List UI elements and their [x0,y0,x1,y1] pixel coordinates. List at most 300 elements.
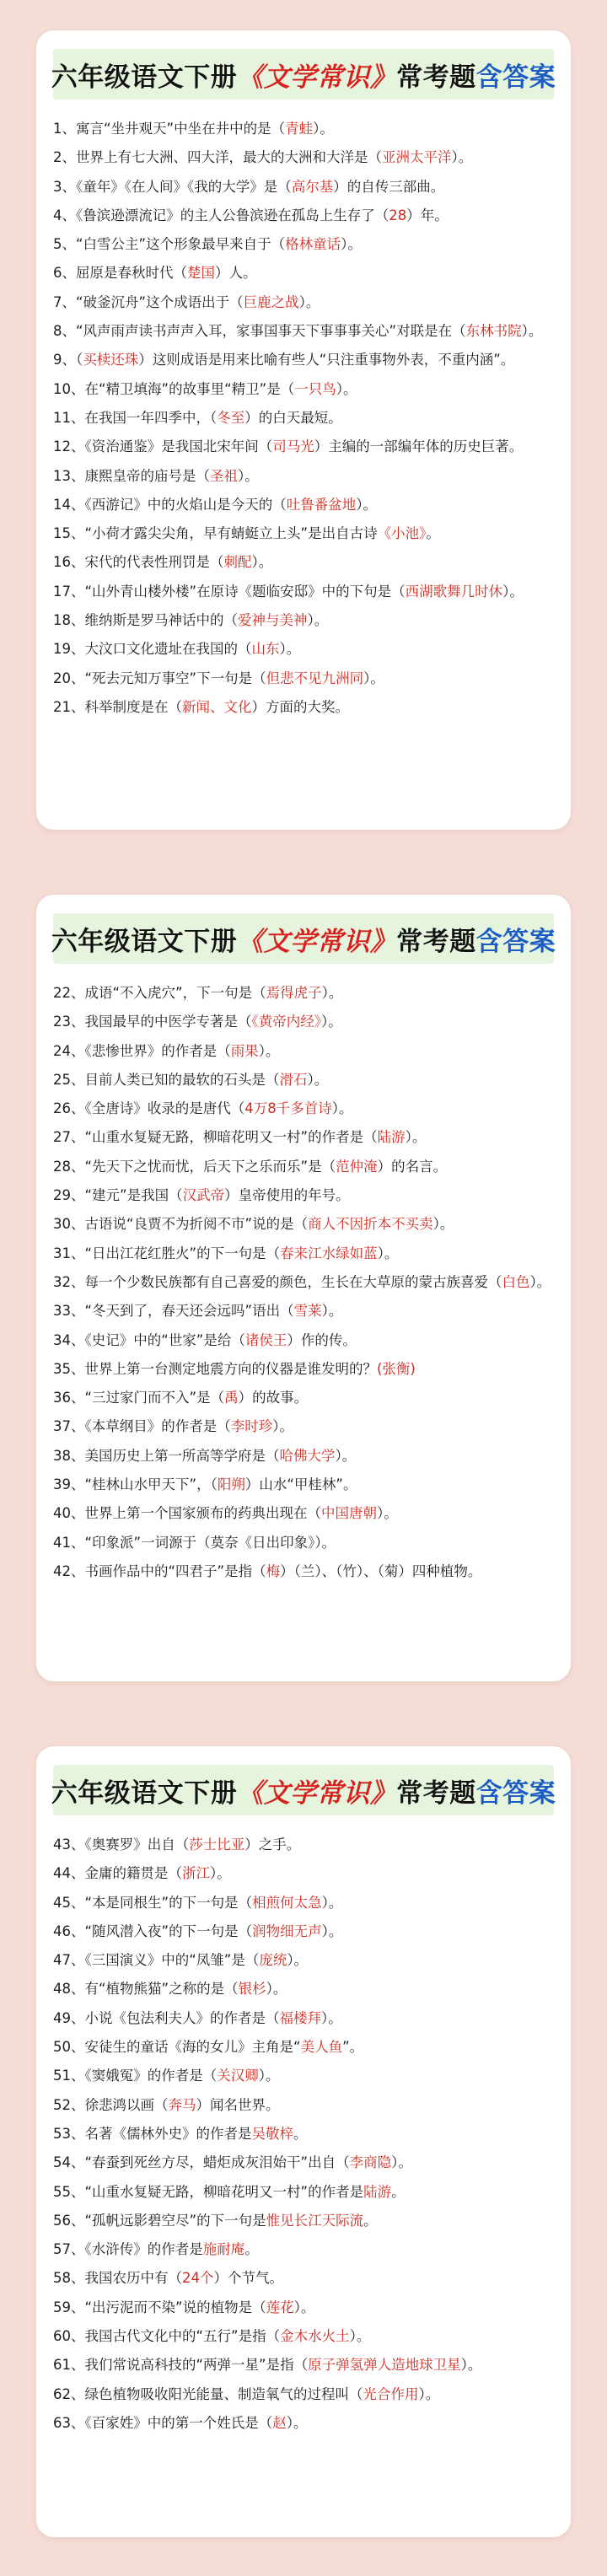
section-title [53,1765,554,1815]
question-number: 14、 [53,496,85,513]
answer-text: 雪莱 [293,1303,322,1320]
answer-text: 梅 [266,1562,281,1579]
answer-text: 雨果 [230,1042,259,1059]
question-item [53,1153,554,1181]
question-text: ）。 [451,149,473,166]
question-text: ）。 [321,2009,342,2026]
question-text: ）。 [272,1418,293,1435]
question-text: “破釜沉舟”这个成语出于（ [76,293,244,310]
question-text: ）。 [391,2154,412,2171]
question-item [53,2264,554,2293]
question-text: 《悲惨世界》的作者是（ [84,1042,231,1059]
question-number: 2、 [53,149,76,166]
question-number: 24、 [53,1042,85,1059]
question-number: 54、 [53,2154,85,2171]
answer-text: 司马光 [272,438,314,455]
question-item [53,1499,554,1528]
question-text: 屈原是春秋时代（ [76,265,187,282]
question-number: 62、 [53,2385,85,2402]
answer-text: 春来江水绿如蓝 [280,1245,378,1261]
question-number: 31、 [53,1245,85,1261]
question-text: ）皇帝使用的年号。 [224,1187,350,1204]
question-text: 。 [293,2125,308,2142]
question-item [53,578,554,606]
question-text: ）。 [336,380,357,397]
answer-text: (张衡) [377,1360,416,1377]
question-text: ）。 [307,1071,329,1088]
question-item [53,1094,554,1123]
question-text: “死去元知万事空”下一句是（ [84,670,266,686]
answer-text: 哈佛大学 [279,1447,336,1464]
question-text: ）。 [432,1216,454,1233]
question-number: 51、 [53,2068,85,2084]
question-item [53,548,554,577]
answer-text: 亚洲太平洋 [382,149,452,166]
question-text: 书画作品中的“四君子”是指（ [84,1562,266,1579]
question-item [53,143,554,172]
question-text: ）。 [210,1865,231,1882]
question-item [53,519,554,548]
question-text: ）方面的大奖。 [251,698,349,715]
answer-text: 24个 [182,2270,214,2287]
title-part: 常考题 [396,62,476,93]
question-text: ）。 [377,1245,399,1261]
question-number: 30、 [53,1216,85,1233]
question-item [53,1557,554,1586]
question-text: ）。 [521,323,543,340]
question-text: 。 [363,2212,378,2229]
question-item [53,2033,554,2062]
question-text: 安徒生的童话《海的女儿》主角是“ [84,2039,301,2056]
answer-text: 关汉卿 [217,2068,259,2084]
question-item [53,1471,554,1499]
question-text: 世界上有七大洲、四大洋，最大的大洲和大洋是（ [76,149,382,166]
question-number: 57、 [53,2241,85,2258]
title-part: 常考题 [396,1777,476,1809]
question-text: 《史记》中的“世家”是给（ [84,1331,245,1348]
answer-text: 刺配 [223,554,252,571]
question-text: “山重水复疑无路，柳暗花明又一村”的作者是 [84,2183,364,2200]
question-text: ）。 [405,1129,427,1146]
question-item [53,433,554,461]
question-text: ）。 [356,496,377,513]
question-item [53,1240,554,1268]
answer-text: 润物细无声 [252,1923,322,1939]
question-number: 23、 [53,1014,85,1030]
question-item [53,2409,554,2438]
question-text: ）人。 [215,265,257,282]
question-number: 59、 [53,2299,85,2315]
question-number: 48、 [53,1981,85,1998]
question-number: 49、 [53,2009,85,2026]
question-text: 有“植物熊猫”之称的是（ [84,1981,239,1998]
question-text: “日出江花红胜火”的下一句是（ [84,1245,281,1261]
answer-text: 李时珍 [230,1418,273,1435]
question-item [53,664,554,693]
question-number: 13、 [53,467,85,484]
question-item [53,375,554,404]
question-item [53,1326,554,1355]
answer-text: 惟见长江天际流 [266,2212,364,2229]
question-text: “本是同根生”的下一句是（ [84,1894,253,1911]
question-text: 在我国一年四季中，（ [84,409,218,426]
question-text: 。 [244,2241,259,2258]
question-text: 科举制度是在（ [84,698,182,715]
question-text: “山外青山楼外楼”在原诗《题临安邸》中的下句是（ [84,583,406,600]
question-text: 宋代的代表性刑罚是（ [84,554,224,571]
question-number: 16、 [53,554,85,571]
question-text: ）闻名世界。 [196,2096,280,2113]
question-number: 56、 [53,2212,85,2229]
question-item [53,1210,554,1239]
question-item [53,2235,554,2264]
title-answer-note: 含答案 [475,926,556,957]
question-text: 《鲁滨逊漂流记》的主人公鲁滨逊在孤岛上生存了（ [76,207,389,223]
answer-text: 汉武帝 [182,1187,225,1204]
question-text: ）。 [349,2328,371,2345]
question-text: 《童年》《在人间》《我的大学》是（ [76,178,292,195]
question-item [53,979,554,1008]
question-number: 12、 [53,438,85,455]
question-text: ）。 [258,1042,280,1059]
answer-text: 一只鸟 [294,380,336,397]
question-list [53,115,554,722]
question-item [53,288,554,317]
question-text: 世界上第一台测定地震方向的仪器是谁发明的？ [84,1360,377,1377]
question-text: 名著《儒林外史》的作者是 [84,2125,252,2142]
question-text: 我国农历中有（ [84,2270,182,2287]
question-text: 古语说“良贾不为折阅不市”说的是（ [84,1216,309,1233]
question-text: 《百家姓》中的第一个姓氏是（ [84,2414,273,2431]
question-text: ）。 [321,1894,343,1911]
question-text: ）。 [363,670,384,686]
question-text: 每一个少数民族都有自己喜爱的颜色，生长在大草原的蒙古族喜爱（ [84,1273,502,1290]
question-item [53,2294,554,2322]
question-text: 。 [426,525,440,542]
question-item [53,1946,554,1975]
answer-text: 禹 [224,1390,239,1406]
answer-text: 爱神与美神 [238,612,308,629]
question-text: 目前人类已知的最软的石头是（ [84,1071,280,1088]
answer-text: 楚国 [187,265,215,282]
question-text: ）。 [321,985,343,1001]
question-number: 29、 [53,1187,85,1204]
question-text: ）。 [502,583,524,600]
title-part: 常考题 [396,926,476,957]
question-item [53,1859,554,1888]
question-text: ）。 [307,612,329,629]
answer-text: 庞统 [259,1952,287,1969]
question-text: “三过家门而不入”是（ [84,1390,225,1406]
answer-text: 青蛙 [285,121,314,137]
question-number: 19、 [53,641,85,658]
question-number: 47、 [53,1952,85,1969]
title-book-name: 《文学常识》 [237,1777,397,1809]
question-text: “孤帆远影碧空尽”的下一句是 [84,2212,266,2229]
section-card-2 [35,894,572,1682]
question-number: 6、 [53,265,76,282]
answer-text: 相煎何太急 [252,1894,322,1911]
question-item [53,1268,554,1297]
question-item [53,1037,554,1066]
question-number: 17、 [53,583,85,600]
question-text: ）。 [286,2414,308,2431]
answer-text: 山东 [251,641,280,658]
answer-text: 中国唐朝 [321,1505,377,1522]
question-text: ）。 [251,554,273,571]
answer-text: 莎士比亚 [189,1837,245,1853]
question-number: 34、 [53,1331,85,1348]
question-number: 3、 [53,178,76,195]
question-item [53,2120,554,2148]
question-text: 绿色植物吸收阳光能量、制造氧气的过程叫（ [84,2385,363,2402]
question-item [53,693,554,722]
question-text: 成语“不入虎穴”，下一句是（ [84,985,266,1001]
question-text: “冬天到了，春天还会远吗”语出（ [84,1303,294,1320]
answer-text: 范仲淹 [336,1158,378,1175]
question-item [53,2322,554,2351]
answer-text: 吐鲁番盆地 [286,496,357,513]
question-number: 25、 [53,1071,85,1088]
question-text: “先天下之忧而忧，后天下之乐而乐”是（ [84,1158,336,1175]
question-text: ）主编的一部编年体的历史巨著。 [314,438,524,455]
question-item [53,2004,554,2033]
answer-text: 诸侯王 [244,1331,287,1348]
answer-text: 陆游 [363,2183,392,2200]
question-text: ”。 [342,2039,364,2056]
question-item [53,1297,554,1326]
question-item [53,1529,554,1557]
question-item [53,115,554,143]
question-number: 44、 [53,1865,85,1882]
question-text: ）。 [418,2385,440,2402]
question-number: 33、 [53,1303,85,1320]
question-text: 小说《包法利夫人》的作者是（ [84,2009,280,2026]
section-card-1 [35,30,572,831]
question-text: 美国历史上第一所高等学府是（ [84,1447,280,1464]
question-number: 32、 [53,1273,85,1290]
question-item [53,1831,554,1859]
question-text: “印象派”一词源于（莫奈《日出印象》）。 [84,1534,336,1551]
question-item [53,173,554,202]
section-title [53,49,554,99]
answer-text: 原子弹氢弹人造地球卫星 [308,2357,461,2374]
question-item [53,259,554,288]
question-text: ）。 [335,1447,357,1464]
question-number: 9、 [53,352,76,368]
question-text: ）。 [321,1014,342,1030]
question-item [53,606,554,635]
question-text: ）。 [298,293,320,310]
question-number: 28、 [53,1158,85,1175]
question-number: 55、 [53,2183,85,2200]
question-text: ）。 [279,641,301,658]
question-text: “风声雨声读书声声入耳，家事国事天下事事事关心”对联是在（ [76,323,466,340]
question-text: 我国最早的中医学专著是（ [84,1014,252,1030]
question-item [53,230,554,259]
question-text: “出污泥而不染”说的植物是（ [84,2299,266,2315]
question-number: 15、 [53,525,85,542]
question-text: ）的故事。 [238,1390,309,1406]
question-text: ）。 [238,467,259,484]
question-item [53,1412,554,1441]
question-item [53,1975,554,2003]
question-text: “山重水复疑无路，柳暗花明又一村”的作者是（ [84,1129,378,1146]
question-item [53,635,554,664]
question-number: 7、 [53,293,76,310]
answer-text: 阳朔 [217,1476,245,1493]
answer-text: 奔马 [168,2096,196,2113]
question-text: 《本草纲目》的作者是（ [84,1418,231,1435]
question-text: “随风潜入夜”的下一句是（ [84,1923,253,1939]
answer-text: 《小池》 [377,525,427,542]
question-item [53,1384,554,1412]
question-item [53,462,554,491]
question-item [53,1889,554,1917]
question-item [53,346,554,374]
question-number: 21、 [53,698,85,715]
question-item [53,2178,554,2207]
answer-text: 福楼拜 [279,2009,321,2026]
question-text: 《全唐诗》收录的是唐代（ [84,1100,245,1117]
answer-text: 商人不因折本不买卖 [308,1216,433,1233]
question-text: 世界上第一个国家颁布的药典出现在（ [84,1505,321,1522]
question-number: 8、 [53,323,76,340]
question-text: ）这则成语是用来比喻有些人“只注重事物外表，不重内涵”。 [138,352,515,368]
question-number: 53、 [53,2125,85,2142]
question-text: （ [76,352,83,368]
title-part: 六年级语文下册 [51,1777,238,1809]
question-text: ）。 [331,1100,353,1117]
question-number: 45、 [53,1894,85,1911]
question-number: 11、 [53,409,85,426]
question-text: ）。 [529,1273,551,1290]
question-item [53,202,554,230]
question-text: ）的自传三部曲。 [333,178,445,195]
question-text: “桂林山水甲天下”，（ [84,1476,218,1493]
answer-text: 买椟还珠 [83,352,139,368]
answer-text: 28 [389,207,407,223]
question-item [53,1123,554,1152]
question-text: ）。 [293,2299,315,2315]
answer-text: 浙江 [182,1865,210,1882]
question-number: 5、 [53,236,76,253]
title-part: 六年级语文下册 [51,926,238,957]
question-text: ）的名言。 [377,1158,448,1175]
title-book-name: 《文学常识》 [237,926,397,957]
answer-text: 吴敬梓 [251,2125,293,2142]
question-number: 60、 [53,2328,85,2345]
answer-text: 东林书院 [465,323,522,340]
question-text: ）。 [460,2357,482,2374]
question-item [53,2207,554,2235]
answer-text: 西湖歌舞几时休 [405,583,503,600]
answer-text: 赵 [272,2414,287,2431]
answer-text: 光合作用 [363,2385,419,2402]
answer-text: 施耐庵 [202,2241,245,2258]
answer-text: 金木水火土 [280,2328,350,2345]
question-number: 42、 [53,1562,85,1579]
question-text: 《窦娥冤》的作者是（ [84,2068,218,2084]
question-item [53,2091,554,2120]
question-text: 金庸的籍贯是（ [84,1865,182,1882]
answer-text: 银杉 [238,1981,266,1998]
question-text: ）。 [321,1303,343,1320]
question-text: ）之手。 [244,1837,301,1853]
question-item [53,1008,554,1036]
answer-text: 《黄帝内经》 [251,1014,321,1030]
question-number: 38、 [53,1447,85,1464]
answer-text: 冬至 [217,409,245,426]
answer-text: 滑石 [279,1071,308,1088]
question-text: “春蚕到死丝方尽，蜡炬成灰泪始干”出自（ [84,2154,350,2171]
question-item [53,2062,554,2090]
question-text: 《奥赛罗》出自（ [84,1837,190,1853]
question-text: ）个节气。 [213,2270,283,2287]
question-text: ）的白天最短。 [244,409,342,426]
question-item [53,491,554,519]
question-item [53,404,554,433]
title-answer-note: 含答案 [475,62,556,93]
question-number: 52、 [53,2096,85,2113]
question-text: 维纳斯是罗马神话中的（ [84,612,238,629]
answer-text: 李商隐 [349,2154,392,2171]
answer-text: 巨鹿之战 [243,293,299,310]
title-answer-note: 含答案 [475,1777,556,1809]
answer-text: 莲花 [266,2299,294,2315]
section-title [53,913,554,964]
question-number: 39、 [53,1476,85,1493]
question-number: 41、 [53,1534,85,1551]
question-text: 徐悲鸿以画（ [84,2096,169,2113]
question-number: 4、 [53,207,76,223]
answer-text: 白色 [502,1273,530,1290]
question-number: 18、 [53,612,85,629]
question-number: 37、 [53,1418,85,1435]
question-item [53,317,554,346]
question-text: 在“精卫填海”的故事里“精卫”是（ [84,380,295,397]
answer-text: 高尔基 [291,178,334,195]
question-number: 43、 [53,1837,85,1853]
question-number: 20、 [53,670,85,686]
question-item [53,1917,554,1946]
question-text: ）年。 [406,207,449,223]
question-text: 大汶口文化遗址在我国的（ [84,641,252,658]
question-list [53,1831,554,2438]
question-number: 1、 [53,121,76,137]
question-item [53,2351,554,2380]
question-text: ）。 [341,236,362,253]
question-number: 27、 [53,1129,85,1146]
question-list [53,979,554,1586]
question-text: “建元”是我国（ [84,1187,183,1204]
answer-text: 焉得虎子 [266,985,322,1001]
question-text: 《西游记》中的火焰山是今天的（ [84,496,287,513]
question-text: “白雪公主”这个形象最早来自于（ [76,236,286,253]
question-number: 36、 [53,1390,85,1406]
question-number: 61、 [53,2357,85,2374]
question-item [53,1066,554,1094]
question-text: ）作的传。 [287,1331,357,1348]
question-number: 58、 [53,2270,85,2287]
question-item [53,2380,554,2409]
answer-text: 格林童话 [285,236,341,253]
question-number: 35、 [53,1360,85,1377]
question-text: 《三国演义》中的“凤雏”是（ [84,1952,260,1969]
question-text: 《水浒传》的作者是 [84,2241,203,2258]
question-text: “小荷才露尖尖角，早有蜻蜓立上头”是出自古诗 [84,525,378,542]
answer-text: 但悲不见九洲同 [266,670,364,686]
